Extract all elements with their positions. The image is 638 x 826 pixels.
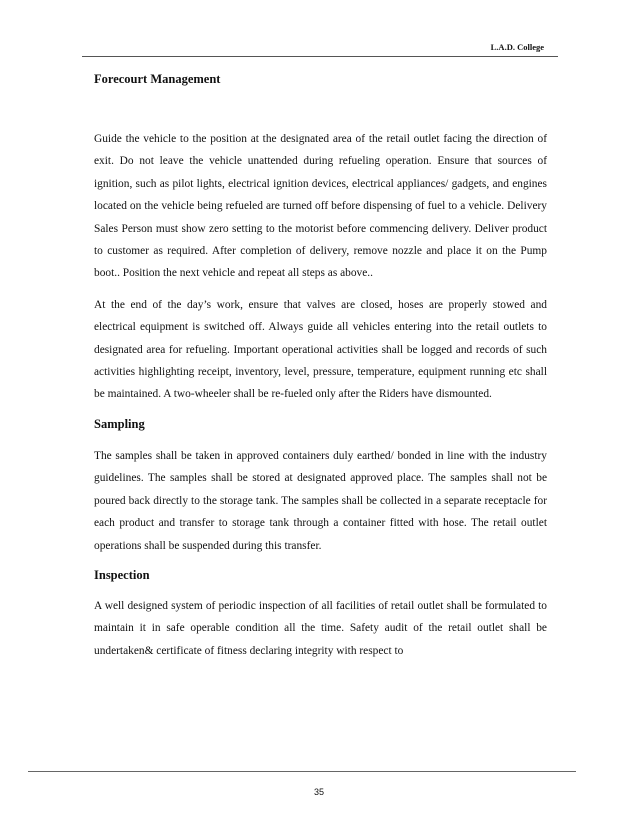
heading-forecourt-management: Forecourt Management	[94, 72, 221, 86]
paragraph-forecourt-1: Guide the vehicle to the position at the designated area of the retail outlet facing the direction of exit. Do not leave the vehicle unattended during refueling operation. Ensure that sources of ignition, such as pilot lights, electrical ignition devices, electrical appliances/ gadgets, and engines located on the vehicle being refueled are turned off before dispensing of fuel to a vehicle. Delivery Sales Person must show zero setting to the motorist before commencing delivery. Deliver product to customer as required. After completion of delivery, remove nozzle and place it on the Pump boot.. Position the next vehicle and repeat all steps as above..	[94, 133, 547, 280]
header-rule	[82, 56, 558, 57]
page-body	[94, 72, 547, 662]
paragraph-inspection: A well designed system of periodic inspection of all facilities of retail outlet shall be formulated to maintain it in safe operable condition all the time. Safety audit of the retail outlet shall be undertaken& certificate of fitness declaring integrity with respect to	[94, 599, 547, 657]
heading-sampling: Sampling	[94, 416, 145, 431]
heading-inspection: Inspection	[94, 567, 150, 582]
running-header: L.A.D. College	[490, 42, 544, 52]
paragraph-forecourt-2: At the end of the day’s work, ensure that valves are closed, hoses are properly stowed and electrical equipment is switched off. Always guide all vehicles entering into the retail outlets to designated area for refueling. Important operational activities shall be logged and records of such activities highlighting receipt, inventory, level, pressure, temperature, equipment running etc shall be maintained. A two-wheeler shall be re-fueled only after the Riders have dismounted.	[94, 298, 547, 401]
paragraph-sampling: The samples shall be taken in approved containers duly earthed/ bonded in line with the industry guidelines. The samples shall be stored at designated approved place. The samples shall not be poured back directly to the storage tank. The samples shall be collected in a separate receptacle for each product and transfer to storage tank through a container fitted with hose. The retail outlet operations shall be suspended during this transfer.	[94, 449, 547, 552]
page-number: 35	[313, 787, 324, 797]
footer-rule	[28, 771, 576, 772]
